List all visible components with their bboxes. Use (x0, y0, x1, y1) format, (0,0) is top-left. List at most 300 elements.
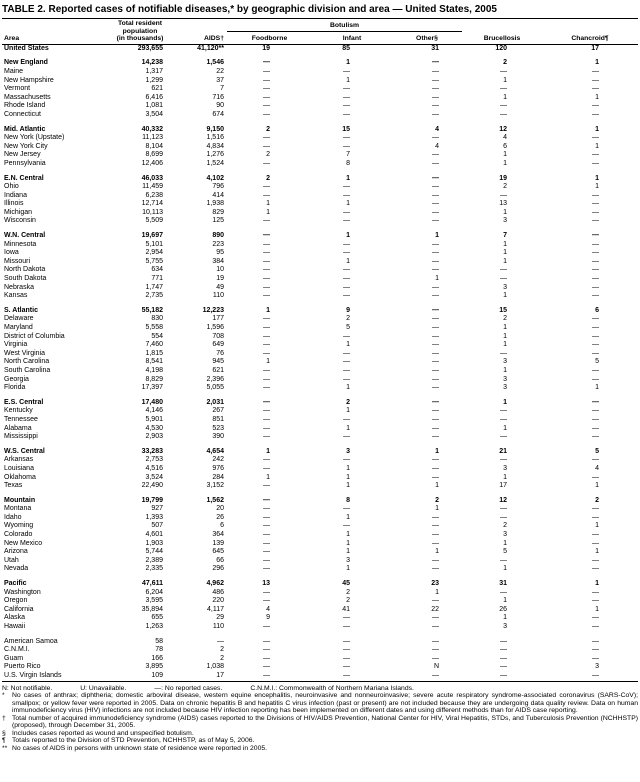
population-header-line-1: Total resident (117, 20, 163, 27)
value-cell: 1 (503, 76, 508, 84)
area-name-cell: Connecticut (4, 110, 41, 118)
area-row (2, 94, 638, 103)
division-row (2, 580, 638, 589)
value-cell: — (592, 415, 600, 423)
value-cell: — (432, 349, 440, 357)
value-cell: — (592, 565, 600, 573)
area-name-cell: Hawaii (4, 623, 26, 630)
area-name-cell: Mid. Atlantic (4, 125, 46, 133)
value-cell: 851 (212, 415, 224, 423)
area-row (2, 672, 638, 681)
value-cell: 1 (503, 341, 508, 349)
col-header-foodborne: Foodborne (227, 32, 312, 44)
area-row (2, 646, 638, 655)
footnote-text: No cases of anthrax; diphtheria; domestic arboviral disease, western equine encephalitis, neuroinvasive and nonneuroinvasive; severe acute respiratory syndrome-associated coronavirus (SARS-CoV); smallpox; or yellow fever were reported in 2005. Data on chronic hepatitis B and hepatitis C virus infection (past or present) are not included because they are undergoing data quality review. Data on human immunodeficiency virus (HIV) infections are not included because HIV infection reporting has been implemented on different dates and using different methods than for AIDS case reporting. (12, 692, 638, 715)
value-cell: 3 (503, 358, 508, 366)
value-cell: — (343, 67, 350, 75)
value-cell: 1 (595, 125, 600, 133)
value-cell: — (592, 283, 600, 291)
area-row (2, 557, 638, 566)
value-cell: 7 (346, 151, 350, 159)
area-name-cell: Iowa (4, 249, 19, 257)
value-cell: 46,033 (141, 174, 163, 182)
value-cell: 3,595 (145, 597, 163, 605)
area-name-cell: New York (Upstate) (4, 134, 65, 142)
area-name-cell: Puerto Rico (4, 663, 41, 671)
value-cell: 645 (212, 548, 224, 556)
value-cell: — (500, 456, 508, 464)
value-cell: — (500, 505, 508, 513)
value-cell: 110 (212, 623, 224, 630)
area-name-cell: New Jersey (4, 151, 41, 159)
value-cell: 17,397 (141, 384, 163, 392)
value-cell: — (592, 539, 600, 547)
value-cell: — (432, 240, 440, 248)
value-cell: 1 (595, 482, 600, 490)
value-cell: 3 (503, 384, 508, 392)
value-cell: 95 (216, 249, 224, 257)
value-cell: 7,460 (145, 341, 163, 349)
value-cell: — (343, 249, 350, 257)
table-body (2, 44, 638, 681)
value-cell: — (500, 671, 508, 679)
value-cell: 6 (503, 142, 508, 150)
value-cell: 3 (503, 217, 508, 225)
value-cell: — (592, 623, 600, 630)
value-cell: 1,524 (206, 159, 224, 167)
area-row (2, 474, 638, 483)
value-cell: 1 (346, 539, 350, 547)
value-cell: 4,962 (206, 580, 224, 588)
area-name-cell: South Dakota (4, 275, 47, 283)
value-cell: 1 (503, 249, 508, 257)
value-cell: 9 (346, 306, 350, 314)
value-cell: — (432, 415, 440, 423)
area-row (2, 358, 638, 367)
value-cell: 2 (503, 183, 508, 191)
value-cell: 6 (595, 306, 600, 314)
area-row (2, 384, 638, 393)
value-cell: — (263, 522, 270, 530)
value-cell: — (263, 102, 270, 110)
value-cell: 4,102 (206, 174, 224, 182)
value-cell: 17 (499, 482, 508, 490)
value-cell: 2,753 (145, 456, 163, 464)
division-row (2, 126, 638, 135)
value-cell: 3 (346, 447, 350, 455)
area-name-cell: Vermont (4, 85, 31, 93)
value-cell: 20 (216, 505, 224, 513)
value-cell: — (592, 366, 600, 374)
area-row (2, 482, 638, 491)
col-header-other: Other§ (392, 32, 462, 44)
area-name-cell: Kansas (4, 292, 28, 300)
footnote-text: No cases of AIDS in persons with unknown state of residence were reported in 2005. (12, 744, 268, 752)
value-cell: 78 (155, 646, 163, 654)
value-cell: 1,546 (206, 59, 224, 67)
value-cell: — (432, 473, 440, 481)
value-cell: 1,516 (206, 134, 224, 142)
area-name-cell: American Samoa (4, 637, 58, 645)
value-cell: 796 (212, 183, 224, 191)
value-cell: 2,735 (145, 292, 163, 300)
area-name-cell: New England (4, 59, 48, 67)
area-row (2, 465, 638, 474)
value-cell: — (592, 257, 600, 265)
value-cell: 1 (595, 580, 600, 588)
value-cell: — (432, 134, 440, 142)
value-cell: — (263, 597, 270, 605)
value-cell: 13 (262, 580, 270, 588)
division-row (2, 59, 638, 68)
value-cell: 5,101 (145, 240, 163, 248)
value-cell: — (592, 275, 600, 283)
division-row (2, 448, 638, 457)
value-cell: 2,389 (145, 556, 163, 564)
value-cell: — (432, 407, 440, 415)
value-cell: 3 (503, 531, 508, 539)
value-cell: 523 (212, 424, 224, 432)
area-name-cell: Wyoming (4, 522, 34, 530)
value-cell: 1 (266, 473, 270, 481)
value-cell: 7 (220, 85, 224, 93)
value-cell: 40,332 (141, 125, 163, 133)
value-cell: — (592, 151, 600, 159)
value-cell: — (592, 473, 600, 481)
footnote-marker: † (2, 714, 6, 722)
value-cell: 1 (346, 473, 350, 481)
value-cell: — (592, 654, 600, 662)
value-cell: 1,596 (206, 324, 224, 331)
area-name-cell: Tennessee (4, 415, 38, 423)
value-cell: — (343, 522, 350, 530)
value-cell: — (500, 654, 508, 662)
division-row (2, 44, 638, 53)
area-row (2, 275, 638, 284)
area-name-cell: C.N.M.I. (4, 646, 30, 654)
value-cell: 2 (503, 59, 508, 67)
value-cell: — (263, 349, 270, 357)
value-cell: — (263, 59, 270, 67)
value-cell: — (500, 67, 508, 75)
value-cell: — (592, 249, 600, 257)
value-cell: — (592, 614, 600, 622)
value-cell: 1 (435, 447, 440, 455)
value-cell: — (343, 134, 350, 142)
value-cell: 4 (435, 142, 440, 150)
value-cell: 45 (342, 580, 350, 588)
area-name-cell: Nevada (4, 565, 29, 573)
value-cell: — (432, 266, 440, 274)
value-cell: 384 (212, 257, 224, 265)
value-cell: 507 (151, 522, 163, 530)
value-cell: 1,747 (145, 283, 163, 291)
value-cell: — (432, 556, 440, 564)
value-cell: — (263, 366, 270, 374)
value-cell: — (343, 292, 350, 300)
value-cell: 37 (216, 76, 224, 84)
value-cell: — (432, 456, 440, 464)
value-cell: 1 (595, 605, 600, 613)
value-cell: — (263, 85, 270, 93)
value-cell: — (343, 142, 350, 150)
footnote-marker: § (2, 729, 6, 737)
value-cell: — (432, 85, 440, 93)
value-cell: 2,954 (145, 249, 163, 257)
value-cell: 364 (212, 531, 224, 539)
col-header-population (113, 19, 167, 45)
value-cell: — (432, 671, 440, 679)
value-cell: — (592, 588, 600, 596)
area-row (2, 200, 638, 209)
value-cell: 4,117 (207, 605, 224, 613)
area-name-cell: United States (4, 44, 49, 52)
value-cell: — (343, 102, 350, 110)
value-cell: 19 (499, 174, 508, 182)
value-cell: — (263, 513, 270, 521)
value-cell: — (592, 110, 600, 118)
value-cell: 927 (151, 505, 163, 513)
value-cell: 23 (431, 580, 440, 588)
population-header-line-2: population (122, 27, 158, 35)
area-name-cell: Alaska (4, 614, 26, 622)
area-row (2, 350, 638, 359)
area-name-cell: Rhode Island (4, 102, 46, 110)
area-row (2, 565, 638, 574)
area-name-cell: Maryland (4, 324, 33, 331)
value-cell: 4 (595, 464, 600, 472)
value-cell: — (263, 398, 270, 406)
value-cell: 26 (499, 605, 508, 613)
value-cell: — (263, 191, 270, 199)
value-cell: — (432, 375, 440, 383)
footnote-marker: ** (2, 744, 8, 752)
value-cell: — (592, 456, 600, 464)
value-cell: 1 (346, 384, 350, 392)
value-cell: — (500, 415, 508, 423)
area-row (2, 183, 638, 192)
value-cell: 1 (346, 200, 350, 208)
value-cell: 22 (431, 605, 440, 613)
value-cell: 4,601 (145, 531, 163, 539)
value-cell: — (500, 102, 508, 110)
value-cell: 2 (266, 174, 270, 182)
value-cell: 1 (503, 257, 508, 265)
value-cell: 1 (595, 93, 600, 101)
value-cell: — (263, 217, 270, 225)
value-cell: — (432, 183, 440, 191)
value-cell: — (432, 315, 440, 323)
value-cell: 2 (595, 496, 600, 504)
value-cell: 2,031 (206, 398, 224, 406)
value-cell: — (432, 433, 440, 441)
value-cell: 4,198 (145, 366, 163, 374)
area-name-cell: Virginia (4, 341, 28, 349)
value-cell: 1,815 (145, 349, 163, 357)
value-cell: — (343, 240, 350, 248)
value-cell: 1,562 (206, 496, 224, 504)
area-row (2, 249, 638, 258)
value-cell: — (500, 275, 508, 283)
value-cell: — (263, 433, 270, 441)
value-cell: — (263, 407, 270, 415)
value-cell: — (263, 67, 270, 75)
value-cell: — (263, 663, 270, 671)
value-cell: — (500, 110, 508, 118)
value-cell: 1 (346, 341, 350, 349)
value-cell: 674 (212, 110, 224, 118)
value-cell: — (592, 232, 600, 240)
area-row (2, 407, 638, 416)
value-cell: — (343, 266, 350, 274)
value-cell: 1,038 (206, 663, 224, 671)
area-row (2, 68, 638, 77)
area-row (2, 333, 638, 342)
area-row (2, 614, 638, 623)
value-cell: — (500, 663, 508, 671)
value-cell: 9 (266, 614, 270, 622)
col-header-aids: AIDS† (167, 19, 227, 45)
area-row (2, 77, 638, 86)
value-cell: 110 (212, 292, 224, 300)
value-cell: 8 (346, 159, 350, 167)
value-cell: 3,524 (145, 473, 163, 481)
value-cell: — (263, 249, 270, 257)
area-name-cell: Illinois (4, 200, 24, 208)
area-name-cell: Colorado (4, 531, 33, 539)
value-cell: 1 (503, 159, 508, 167)
value-cell: — (592, 102, 600, 110)
value-cell: — (432, 531, 440, 539)
value-cell: 3 (503, 623, 508, 630)
value-cell: — (592, 513, 600, 521)
value-cell: — (263, 464, 270, 472)
value-cell: — (432, 208, 440, 216)
area-row (2, 315, 638, 324)
area-name-cell: Maine (4, 67, 24, 75)
value-cell: 12 (499, 125, 508, 133)
area-name-cell: Arkansas (4, 456, 34, 464)
value-cell: 8,541 (145, 358, 163, 366)
value-cell: — (500, 191, 508, 199)
legend-item: —: No reported cases. (154, 684, 223, 692)
value-cell: — (592, 531, 600, 539)
area-name-cell: Oklahoma (4, 473, 36, 481)
value-cell: — (432, 283, 440, 291)
value-cell: 223 (212, 240, 224, 248)
value-cell: — (592, 324, 600, 331)
value-cell: — (432, 513, 440, 521)
area-name-cell: U.S. Virgin Islands (4, 671, 62, 679)
value-cell: 12,406 (141, 159, 163, 167)
area-name-cell: Idaho (4, 513, 22, 521)
area-row (2, 266, 638, 275)
value-cell: 5,509 (145, 217, 163, 225)
value-cell: 19,799 (141, 496, 163, 504)
value-cell: — (263, 375, 270, 383)
footnote-item (2, 692, 638, 715)
area-name-cell: W.S. Central (4, 447, 45, 455)
value-cell: 486 (212, 588, 224, 596)
area-name-cell: South Carolina (4, 366, 51, 374)
value-cell: — (263, 548, 270, 556)
value-cell: 1,938 (206, 200, 224, 208)
value-cell: 554 (151, 332, 163, 340)
value-cell: 2 (346, 597, 350, 605)
value-cell: 1 (595, 384, 600, 392)
value-cell: 3,895 (145, 663, 163, 671)
value-cell: — (592, 217, 600, 225)
value-cell: — (263, 283, 270, 291)
value-cell: 31 (431, 44, 440, 52)
value-cell: 716 (212, 93, 224, 101)
value-cell: 1 (435, 482, 440, 490)
area-name-cell: Missouri (4, 257, 31, 265)
area-name-cell: Utah (4, 556, 19, 564)
value-cell: — (592, 315, 600, 323)
value-cell: — (343, 671, 350, 679)
area-name-cell: Oregon (4, 597, 28, 605)
area-row (2, 376, 638, 385)
value-cell: — (432, 306, 440, 314)
value-cell: 6,238 (145, 191, 163, 199)
value-cell: — (500, 266, 508, 274)
value-cell: 21 (499, 447, 508, 455)
value-cell: — (592, 292, 600, 300)
value-cell: — (263, 456, 270, 464)
value-cell: 771 (151, 275, 163, 283)
value-cell: — (432, 217, 440, 225)
area-row (2, 258, 638, 267)
value-cell: 1 (266, 447, 270, 455)
value-cell: — (432, 366, 440, 374)
value-cell: 19 (216, 275, 224, 283)
value-cell: 47,611 (141, 580, 163, 588)
area-row (2, 623, 638, 632)
value-cell: 1 (346, 424, 350, 432)
area-name-cell: Alabama (4, 424, 32, 432)
value-cell: 1 (595, 174, 600, 182)
value-cell: 390 (212, 433, 224, 441)
value-cell: — (592, 407, 600, 415)
value-cell: 1 (503, 398, 508, 406)
value-cell: 7 (503, 232, 508, 240)
value-cell: — (263, 556, 270, 564)
division-row (2, 399, 638, 408)
value-cell: — (592, 240, 600, 248)
value-cell: 1 (346, 464, 350, 472)
value-cell: — (592, 332, 600, 340)
value-cell: 1 (435, 232, 440, 240)
value-cell: 166 (151, 654, 163, 662)
value-cell: 1,299 (145, 76, 163, 84)
value-cell: 5,755 (145, 257, 163, 265)
area-name-cell: California (4, 605, 34, 613)
value-cell: 621 (151, 85, 163, 93)
value-cell: 6 (220, 522, 224, 530)
value-cell: 8,699 (145, 151, 163, 159)
area-row (2, 217, 638, 226)
area-name-cell: Mountain (4, 496, 36, 504)
value-cell: 5 (503, 548, 508, 556)
value-cell: — (343, 349, 350, 357)
value-cell: — (432, 191, 440, 199)
value-cell: 6,204 (145, 588, 163, 596)
value-cell: 1,903 (145, 539, 163, 547)
legend-item: U: Unavailable. (80, 684, 127, 692)
area-name-cell: Massachusetts (4, 93, 51, 101)
value-cell: 41,120** (197, 44, 224, 52)
